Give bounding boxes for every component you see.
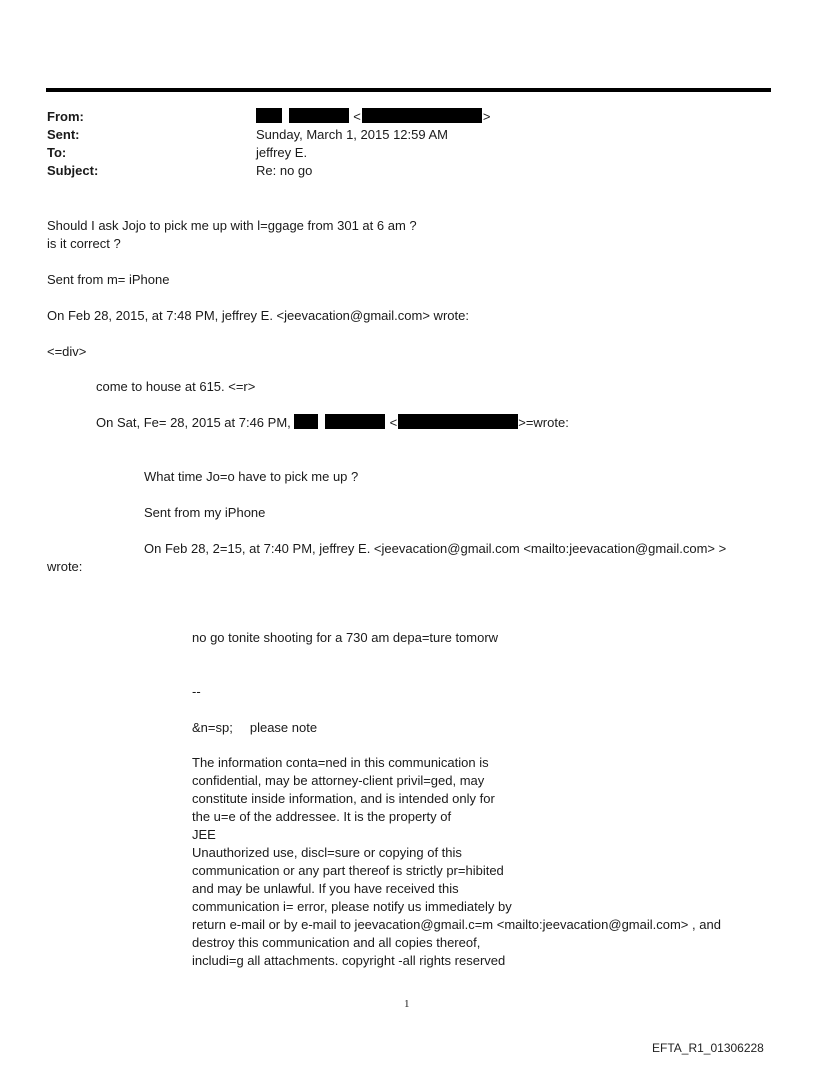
page-number: 1: [404, 998, 410, 1010]
to-label: To:: [47, 145, 67, 160]
sent-from-1: Sent from m= iPhone: [47, 272, 170, 287]
on-sat-open-bracket: <: [389, 415, 398, 430]
what-time: What time Jo=o have to pick me up ?: [144, 469, 359, 484]
redaction-bar: [362, 108, 482, 123]
sent-label: Sent:: [47, 127, 80, 142]
please-note-entity: &n=sp;: [192, 720, 233, 735]
wrote-continuation: wrote:: [47, 559, 83, 574]
sent-value: Sunday, March 1, 2015 12:59 AM: [256, 127, 448, 142]
redaction-bar: [398, 414, 518, 429]
disclaimer-line: confidential, may be attorney-client privil=ged, may: [192, 773, 485, 788]
quoted-header-748: On Feb 28, 2015, at 7:48 PM, jeffrey E. <jeevacation@gmail.com> wrote:: [47, 308, 469, 323]
from-value: [256, 108, 491, 125]
redaction-bar: [325, 414, 385, 429]
sent-from-2: Sent from my iPhone: [144, 505, 266, 520]
subject-label: Subject:: [47, 163, 99, 178]
to-value: jeffrey E.: [256, 145, 308, 160]
div-tag: <=div>: [47, 344, 87, 359]
disclaimer-line: JEE: [192, 827, 216, 842]
disclaimer-line: return e-mail or by e-mail to jeevacation@gmail.c=m <mailto:jeevacation@gmail.com> , and: [192, 917, 721, 932]
disclaimer-line: the u=e of the addressee. It is the property of: [192, 809, 452, 824]
disclaimer-line: and may be unlawful. If you have received this: [192, 881, 459, 896]
from-label: From:: [47, 109, 84, 124]
disclaimer-line: includi=g all attachments. copyright -all rights reserved: [192, 953, 506, 968]
from-close-bracket: >: [482, 109, 491, 124]
quoted-header-740: On Feb 28, 2=15, at 7:40 PM, jeffrey E. <jeevacation@gmail.com <mailto:jeevacation@gmail.com> >: [144, 541, 727, 556]
disclaimer-line: destroy this communication and all copies thereof,: [192, 935, 481, 950]
redaction-bar: [289, 108, 349, 123]
come-to-house: come to house at 615. <=r>: [96, 379, 256, 394]
quoted-header-746-prefix: On Sat, Fe= 28, 2015 at 7:46 PM,: [96, 415, 291, 430]
disclaimer-line: Unauthorized use, discl=sure or copying of this: [192, 845, 462, 860]
disclaimer-line: The information conta=ned in this communication is: [192, 755, 489, 770]
please-note-text: please note: [249, 720, 318, 735]
from-open-bracket: <: [353, 109, 361, 124]
please-note: [192, 719, 317, 736]
no-go-message: no go tonite shooting for a 730 am depa=ture tomorw: [192, 630, 499, 645]
document-id: EFTA_R1_01306228: [652, 1041, 764, 1055]
body-line-2: is it correct ?: [47, 236, 121, 251]
body-line-1: Should I ask Jojo to pick me up with l=ggage from 301 at 6 am ?: [47, 218, 417, 233]
redaction-bar: [294, 414, 318, 429]
disclaimer-line: communication i= error, please notify us immediately by: [192, 899, 512, 914]
subject-value: Re: no go: [256, 163, 313, 178]
redaction-bar: [256, 108, 282, 123]
disclaimer-line: constitute inside information, and is intended only for: [192, 791, 495, 806]
header-divider: [46, 88, 771, 92]
disclaimer-line: communication or any part thereof is strictly pr=hibited: [192, 863, 504, 878]
quoted-header-746-suffix: >=wrote:: [518, 415, 569, 430]
quoted-header-746: [96, 414, 569, 431]
signature-dashes: --: [192, 684, 201, 699]
